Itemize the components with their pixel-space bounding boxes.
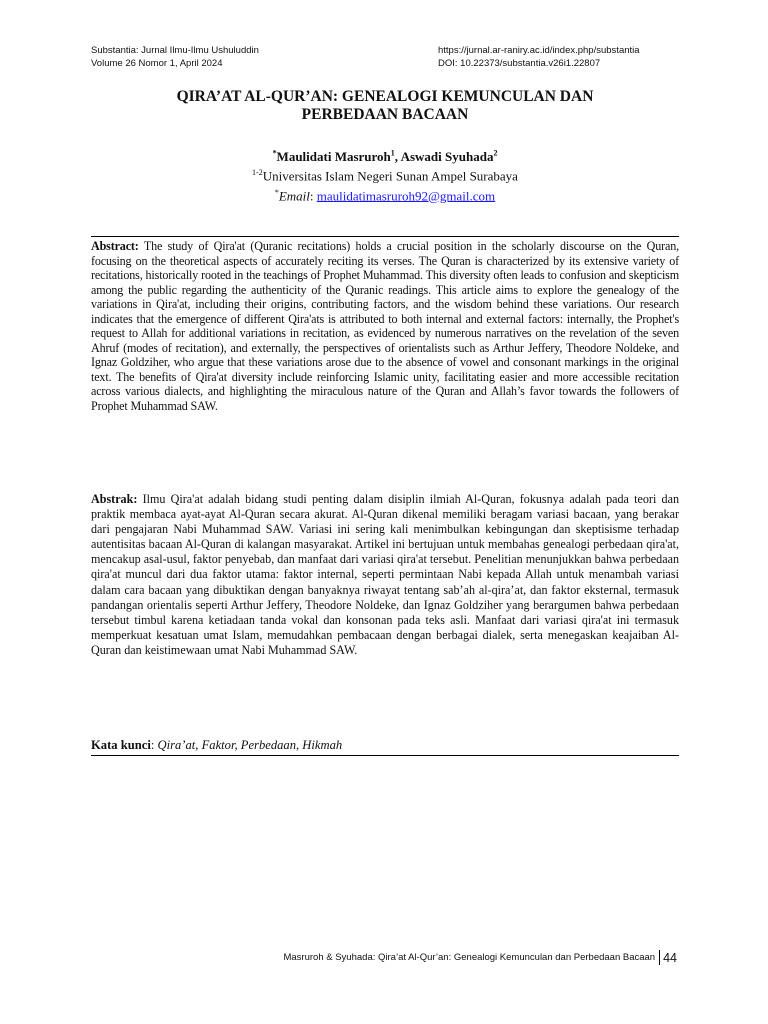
email-colon: : xyxy=(309,187,317,203)
author-separator: , xyxy=(394,149,401,165)
page-number: 44 xyxy=(663,950,677,965)
keywords xyxy=(91,737,679,753)
author-2: Aswadi Syuhada xyxy=(400,149,494,165)
author-1-affil: 1 xyxy=(390,149,395,158)
abstract-bottom-rule xyxy=(91,755,679,756)
running-footer xyxy=(283,950,677,965)
abstract-english xyxy=(91,239,679,413)
abstract-indonesian xyxy=(91,492,679,658)
footer-running-title: Masruroh & Syuhada: Qira’at Al-Qur’an: Genealogi Kemunculan dan Perbedaan Bacaan xyxy=(283,951,656,963)
email-line xyxy=(91,185,679,204)
journal-url: https://jurnal.ar-raniry.ac.id/index.php/substantia xyxy=(438,45,640,56)
abstrak-text: Ilmu Qira'at adalah bidang studi penting dalam disiplin ilmiah Al-Quran, fokusnya adalah pada teori dan praktik membaca ayat-ayat Al-Quran secara akurat. Al-Quran dikenal memiliki beragam variasi bacaan, yang berakar dari pengajaran Nabi Muhammad SAW. Variasi ini sering kali menimbulkan kebingungan dan skeptisisme terhadap autentisitas bacaan Al-Quran di kalangan masyarakat. Artikel ini bertujuan untuk membahas genealogi perbedaan qira'at, mencakup asal-usul, faktor penyebab, dan manfaat dari variasi qira'at tersebut. Penelitian menunjukkan bahwa perbedaan qira'at muncul dari dua faktor utama: faktor internal, seperti permintaan Nabi kepada Allah untuk menambah variasi dalam cara bacaan yang dibuktikan dengan banyaknya riwayat tentang sab’ah al-qira’at, dan faktor eksternal, termasuk pandangan orientalis seperti Arthur Jeffery, Theodore Noldeke, dan Ignaz Goldziher yang berargumen bahwa perbedaan tersebut timbul karena ketiadaan tanda vokal dan konsonan pada teks asli. Manfaat dari variasi qira'at ini termasuk memperkuat kesatuan umat Islam, memudahkan pembacaan dengan berbagai dialek, serta menegaskan keajaiban Al-Quran dan keistimewaan umat Nabi Muhammad SAW. xyxy=(91,492,679,657)
email-link[interactable]: maulidatimasruroh92@gmail.com xyxy=(316,187,496,203)
keywords-colon: : xyxy=(150,738,158,752)
affiliation xyxy=(91,165,679,184)
corresponding-mark: * xyxy=(272,149,277,158)
keywords-text: Qira’at, Faktor, Perbedaan, Hikmah xyxy=(157,738,343,752)
author-1: Maulidati Masruroh xyxy=(276,149,391,165)
running-header-left xyxy=(91,44,259,70)
author-2-affil: 2 xyxy=(493,149,498,158)
abstract-top-rule xyxy=(91,236,679,237)
footer-divider xyxy=(659,950,660,965)
title-line-2: PERBEDAAN BACAAN xyxy=(301,106,469,123)
running-header-right xyxy=(438,44,640,70)
email-label: Email xyxy=(278,187,310,203)
abstract-label: Abstract: xyxy=(91,239,139,253)
article-title xyxy=(91,88,679,124)
journal-volume: Volume 26 Nomor 1, April 2024 xyxy=(91,58,223,69)
author-block xyxy=(91,146,679,204)
title-line-1: QIRA’AT AL-QUR’AN: GENEALOGI KEMUNCULAN DAN xyxy=(176,88,594,105)
keywords-label: Kata kunci xyxy=(91,738,151,752)
journal-name: Substantia: Jurnal Ilmu-Ilmu Ushuluddin xyxy=(91,45,259,56)
affiliation-mark: 1-2 xyxy=(252,168,263,178)
author-names xyxy=(91,146,679,165)
email-mark: * xyxy=(274,187,279,197)
article-doi: DOI: 10.22373/substantia.v26i1.22807 xyxy=(438,58,601,69)
abstract-text: The study of Qira'at (Quranic recitations) holds a crucial position in the scholarly discourse on the Quran, focusing on the theoretical aspects of accurately reciting its verses. The Quran is characterized by its extensive variety of recitations, historically rooted in the teachings of Prophet Muhammad. This diversity often leads to confusion and skepticism among the public regarding the authenticity of the Quranic readings. This article aims to explore the genealogy of the variations in Qira'at, including their origins, contributing factors, and the wisdom behind these variations. Our research indicates that the emergence of different Qira'ats is attributed to both internal and external factors: internally, the Prophet's request to Allah for additional variations in recitation, as evidenced by numerous narratives on the revelation of the seven Ahruf (modes of recitation), and externally, the perspectives of orientalists such as Arthur Jeffery, Theodore Noldeke, and Ignaz Goldziher, who argue that these variations arose due to the absence of vowel and consonant markings in the original text. The benefits of Qira'at diversity include reinforcing Islamic unity, facilitating easier and more accessible recitation across various dialects, and highlighting the miraculous nature of the Quran and Allah’s favor towards the followers of Prophet Muhammad SAW. xyxy=(91,239,680,413)
affiliation-name: Universitas Islam Negeri Sunan Ampel Surabaya xyxy=(262,168,518,184)
abstrak-label: Abstrak: xyxy=(91,492,138,506)
